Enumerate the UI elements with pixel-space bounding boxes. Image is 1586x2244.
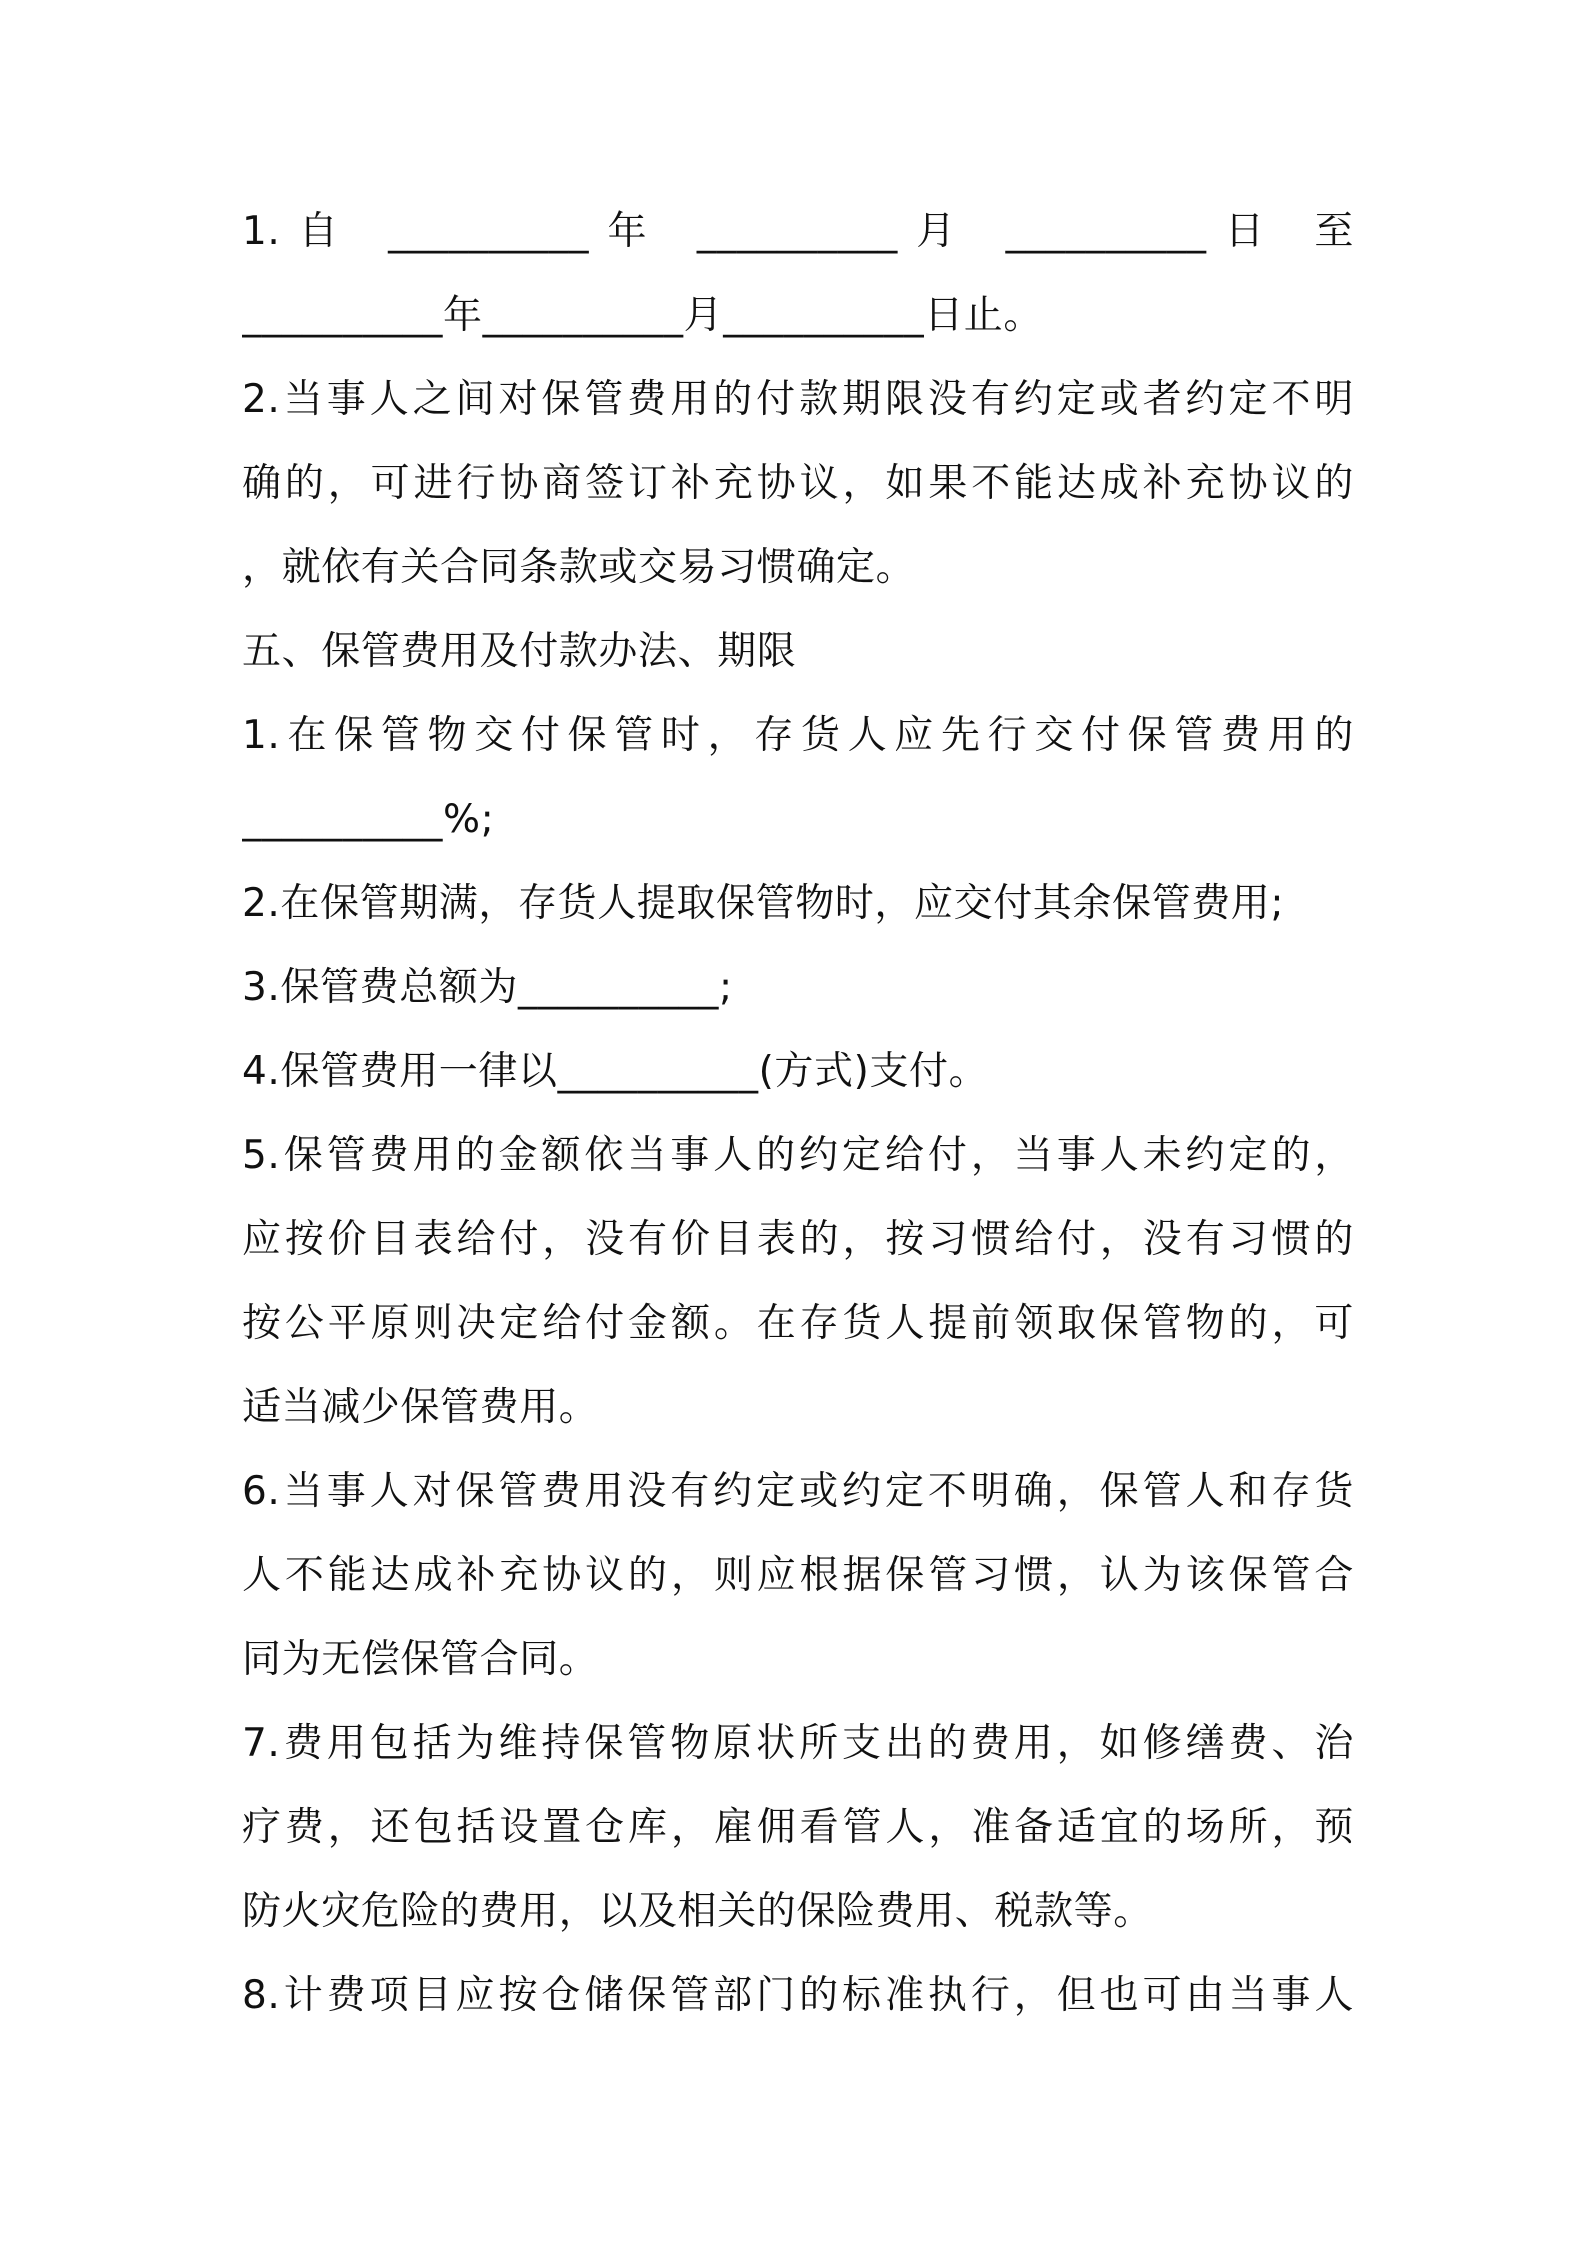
text-line: ，就依有关合同条款或交易习惯确定。 — [242, 545, 916, 590]
text-line: 2.在保管期满，存货人提取保管物时，应交付其余保管费用; — [242, 881, 1285, 926]
text-line: 1.自 __________年 __________月 __________日 至 — [242, 209, 1354, 254]
text-line: __________%; — [242, 797, 495, 842]
text-line: 人不能达成补充协议的，则应根据保管习惯，认为该保管合 — [242, 1553, 1354, 1598]
text-line: 1.在保管物交付保管时，存货人应先行交付保管费用的 — [242, 713, 1354, 758]
text-line: 8.计费项目应按仓储保管部门的标准执行，但也可由当事人 — [242, 1973, 1354, 2018]
text-line: 同为无偿保管合同。 — [242, 1637, 599, 1682]
text-line: 5.保管费用的金额依当事人的约定给付，当事人未约定的， — [242, 1133, 1354, 1178]
text-line: 疗费，还包括设置仓库，雇佣看管人，准备适宜的场所，预 — [242, 1805, 1354, 1850]
text-line: 7.费用包括为维持保管物原状所支出的费用，如修缮费、治 — [242, 1721, 1354, 1766]
section-heading: 五、保管费用及付款办法、期限 — [242, 629, 797, 674]
text-line: 确的，可进行协商签订补充协议，如果不能达成补充协议的 — [242, 461, 1354, 506]
text-line: 按公平原则决定给付金额。在存货人提前领取保管物的，可 — [242, 1301, 1354, 1346]
text-line: 6.当事人对保管费用没有约定或约定不明确，保管人和存货 — [242, 1469, 1354, 1514]
text-line: 4.保管费用一律以__________(方式)支付。 — [242, 1049, 989, 1094]
text-line: 2.当事人之间对保管费用的付款期限没有约定或者约定不明 — [242, 377, 1354, 422]
text-line: 3.保管费总额为__________; — [242, 965, 733, 1010]
text-line: 防火灾危险的费用，以及相关的保险费用、税款等。 — [242, 1889, 1153, 1934]
text-line: __________年__________月__________日止。 — [242, 293, 1043, 338]
text-line: 应按价目表给付，没有价目表的，按习惯给付，没有习惯的 — [242, 1217, 1354, 1262]
document-body — [242, 190, 1354, 2038]
text-line: 适当减少保管费用。 — [242, 1385, 599, 1430]
